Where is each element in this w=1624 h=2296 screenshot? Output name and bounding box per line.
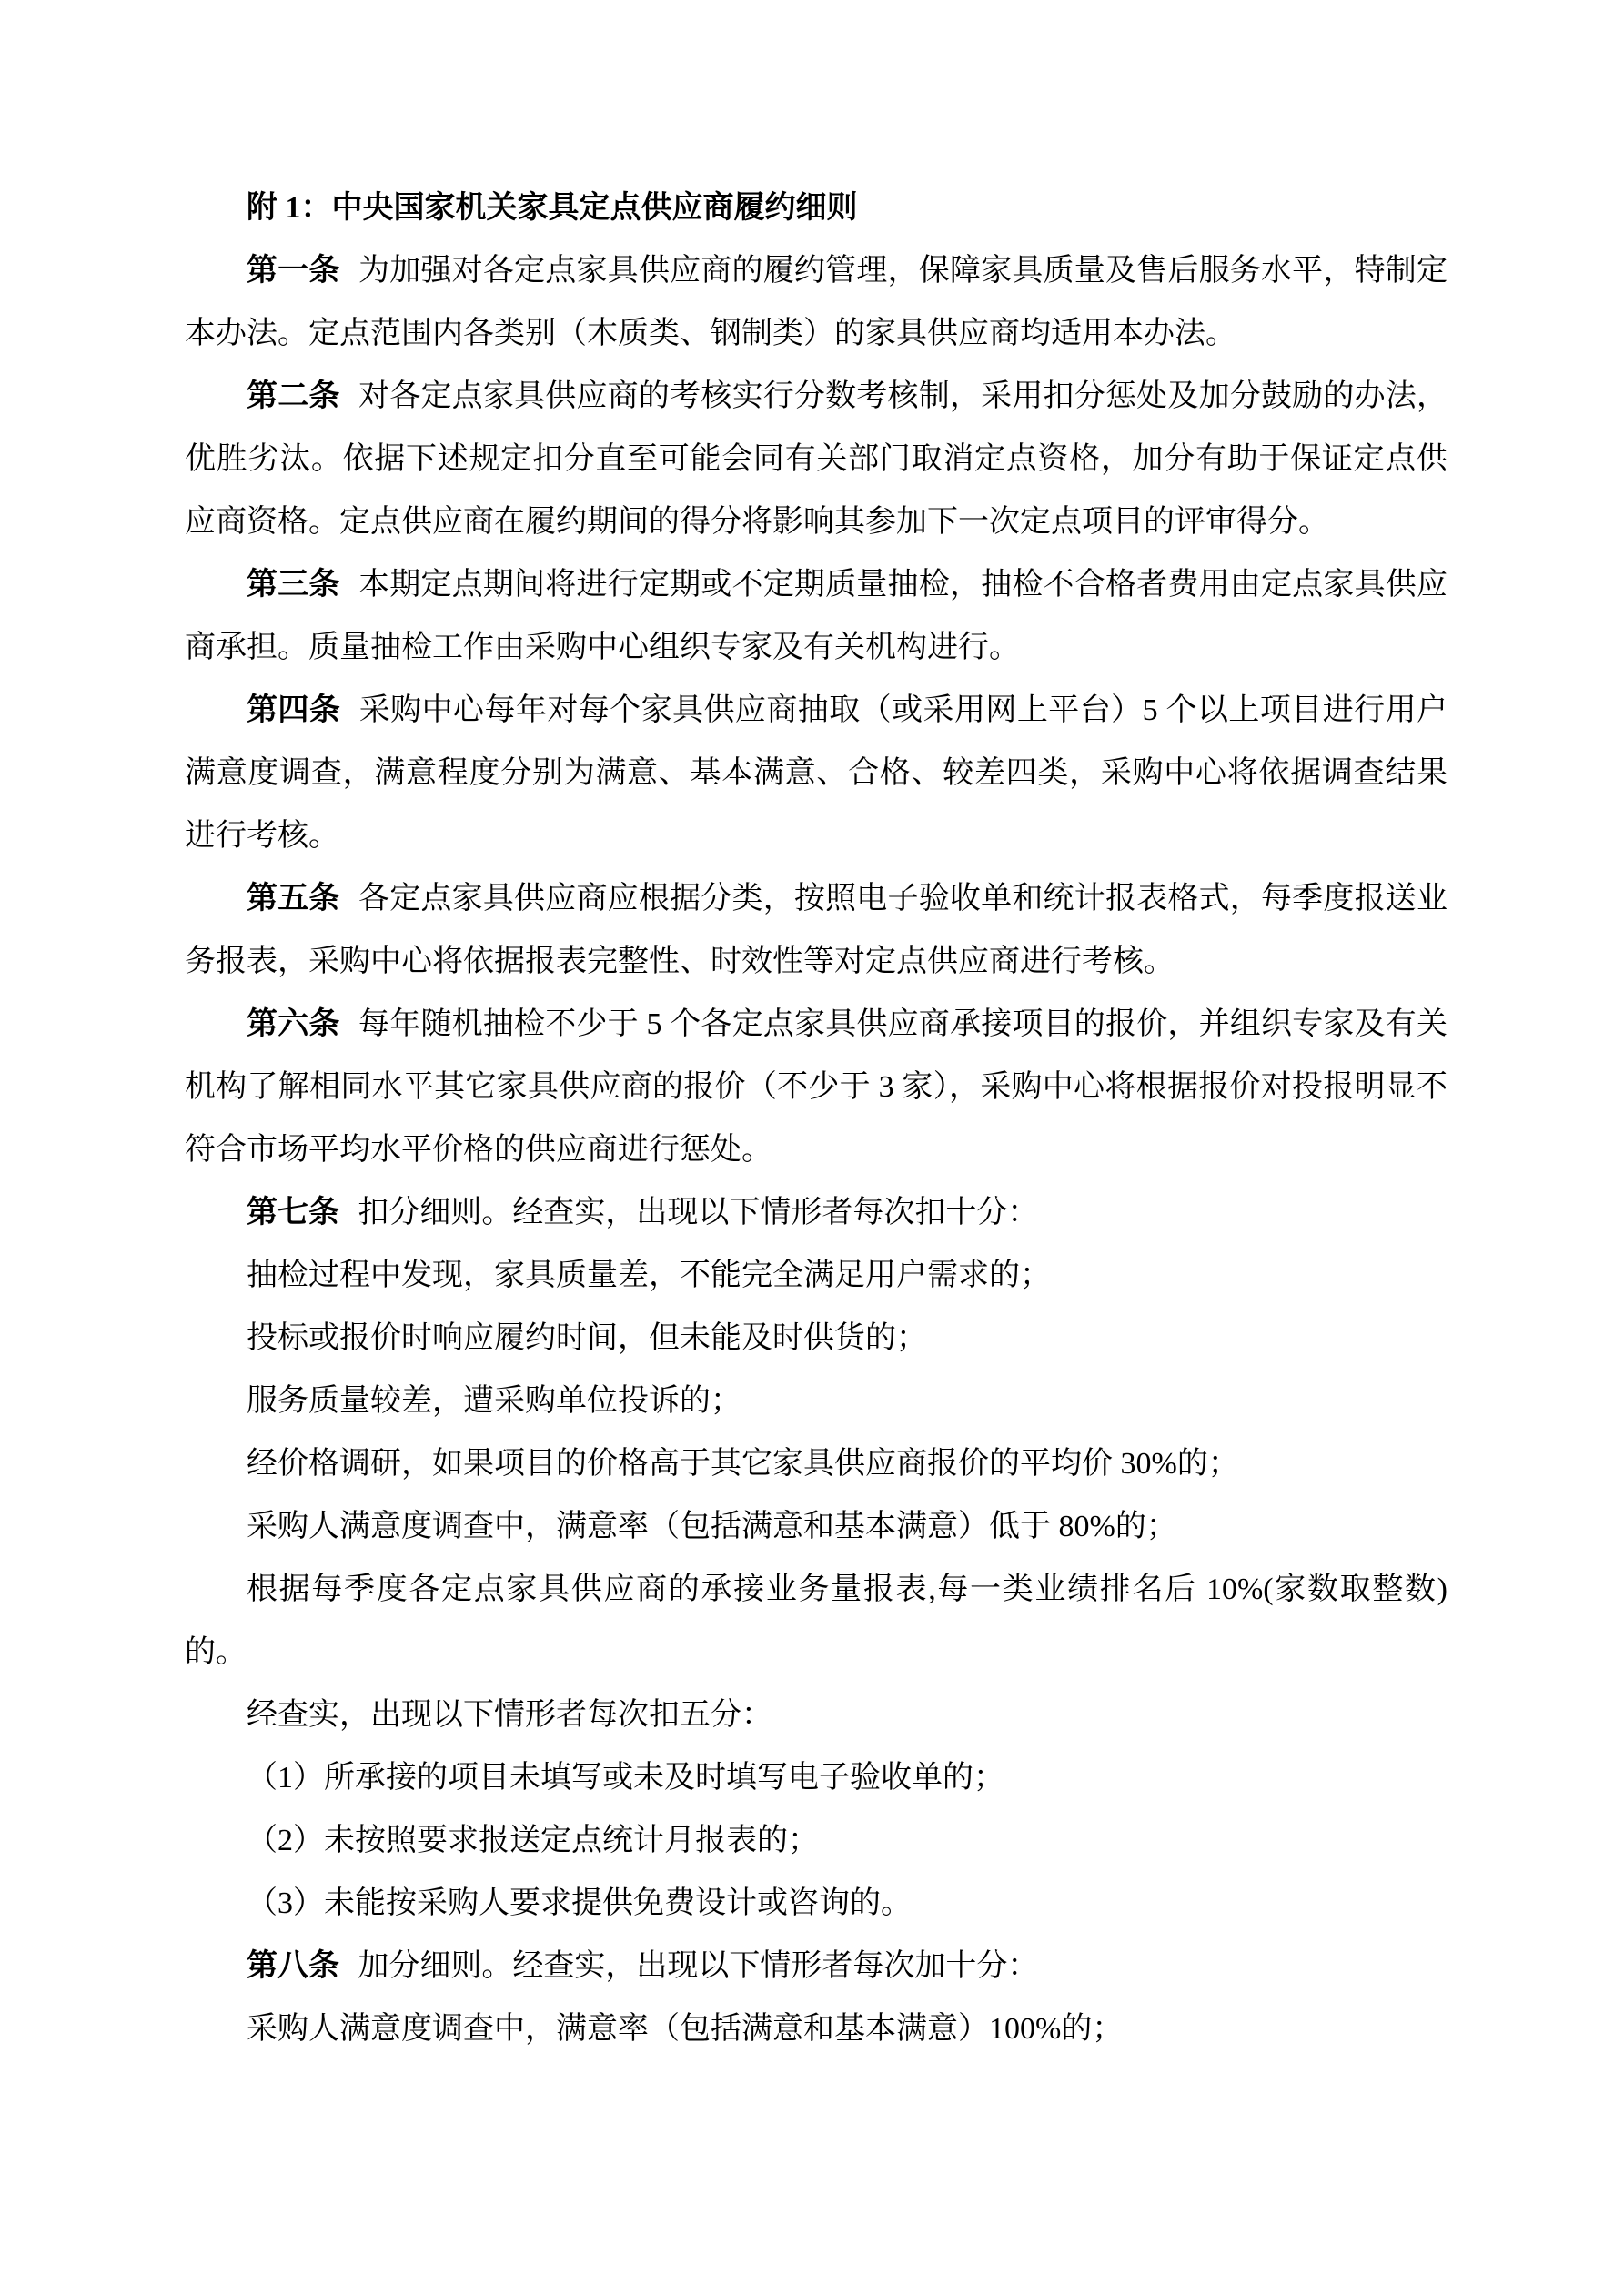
paragraph	[185, 1181, 1447, 1244]
paragraph-text: 扣分细则。经查实，出现以下情形者每次扣十分：	[358, 1196, 1039, 1229]
paragraph	[185, 993, 1447, 1181]
paragraph-text: （3）未能按采购人要求提供免费设计或咨询的。	[247, 1886, 912, 1920]
paragraph-text: 根据每季度各定点家具供应商的承接业务量报表,每一类业绩排名后 10%(家数取整数)的。	[185, 1573, 1447, 1669]
paragraph	[185, 1495, 1447, 1558]
paragraph-text: 每年随机抽检不少于 5 个各定点家具供应商承接项目的报价，并组织专家及有关机构了解相同水平其它家具供应商的报价（不少于 3 家），采购中心将根据报价对投报明显不符合市场平均水平价格的供应商进行惩处。	[185, 1007, 1448, 1167]
paragraph-text: 本期定点期间将进行定期或不定期质量抽检，抽检不合格者费用由定点家具供应商承担。质量抽检工作由采购中心组织专家及有关机构进行。	[185, 568, 1448, 664]
paragraph-text: （1）所承接的项目未填写或未及时填写电子验收单的；	[247, 1761, 1004, 1795]
paragraph	[185, 1432, 1447, 1495]
paragraph	[185, 553, 1447, 679]
article-label: 第六条	[247, 1007, 340, 1041]
article-label: 第七条	[247, 1196, 339, 1229]
paragraph	[185, 867, 1447, 993]
paragraph-text: 服务质量较差，遭采购单位投诉的；	[247, 1384, 741, 1418]
paragraph	[185, 1307, 1447, 1370]
paragraph-text: 采购人满意度调查中，满意率（包括满意和基本满意）100%的；	[247, 2012, 1124, 2046]
paragraph-text: 经查实，出现以下情形者每次扣五分：	[247, 1698, 772, 1732]
paragraph-text: 为加强对各定点家具供应商的履约管理，保障家具质量及售后服务水平，特制定本办法。定点范围内各类别（木质类、钢制类）的家具供应商均适用本办法。	[185, 254, 1448, 350]
paragraph	[185, 1998, 1447, 2060]
paragraph-text: 投标或报价时响应履约时间，但未能及时供货的；	[247, 1321, 927, 1355]
paragraph	[185, 1809, 1447, 1872]
article-label: 第三条	[247, 568, 340, 602]
paragraph	[185, 1935, 1447, 1998]
paragraph-text: 采购中心每年对每个家具供应商抽取（或采用网上平台）5 个以上项目进行用户满意度调查，满意程度分别为满意、基本满意、合格、较差四类，采购中心将依据调查结果进行考核。	[185, 693, 1448, 853]
paragraph-text: 加分细则。经查实，出现以下情形者每次加十分：	[358, 1949, 1039, 1983]
paragraph	[185, 1684, 1447, 1746]
document-content	[185, 177, 1447, 2060]
article-label: 第一条	[247, 254, 340, 288]
paragraph	[185, 1872, 1447, 1935]
article-label: 第二条	[247, 379, 340, 413]
article-label: 第五条	[247, 882, 340, 915]
article-label: 第八条	[247, 1949, 339, 1983]
paragraph	[185, 1746, 1447, 1809]
paragraph	[185, 1558, 1447, 1684]
article-label: 第四条	[247, 693, 341, 727]
paragraph	[185, 1370, 1447, 1432]
paragraph-text: 采购人满意度调查中，满意率（包括满意和基本满意）低于 80%的；	[247, 1510, 1177, 1543]
paragraph-text: 抽检过程中发现，家具质量差，不能完全满足用户需求的；	[247, 1259, 1051, 1292]
paragraph-text: （2）未按照要求报送定点统计月报表的；	[247, 1824, 819, 1857]
paragraph	[185, 679, 1447, 867]
paragraph-list	[185, 239, 1447, 2060]
paragraph	[185, 1244, 1447, 1307]
paragraph	[185, 365, 1447, 553]
document-title: 附 1：中央国家机关家具定点供应商履约细则	[247, 191, 858, 225]
paragraph	[185, 239, 1447, 365]
paragraph-text: 各定点家具供应商应根据分类，按照电子验收单和统计报表格式，每季度报送业务报表，采购中心将依据报表完整性、时效性等对定点供应商进行考核。	[185, 882, 1448, 978]
paragraph-text: 经价格调研，如果项目的价格高于其它家具供应商报价的平均价 30%的；	[247, 1447, 1239, 1481]
paragraph-text: 对各定点家具供应商的考核实行分数考核制，采用扣分惩处及加分鼓励的办法，优胜劣汰。依据下述规定扣分直至可能会同有关部门取消定点资格，加分有助于保证定点供应商资格。定点供应商在履约期间的得分将影响其参加下一次定点项目的评审得分。	[185, 379, 1448, 539]
